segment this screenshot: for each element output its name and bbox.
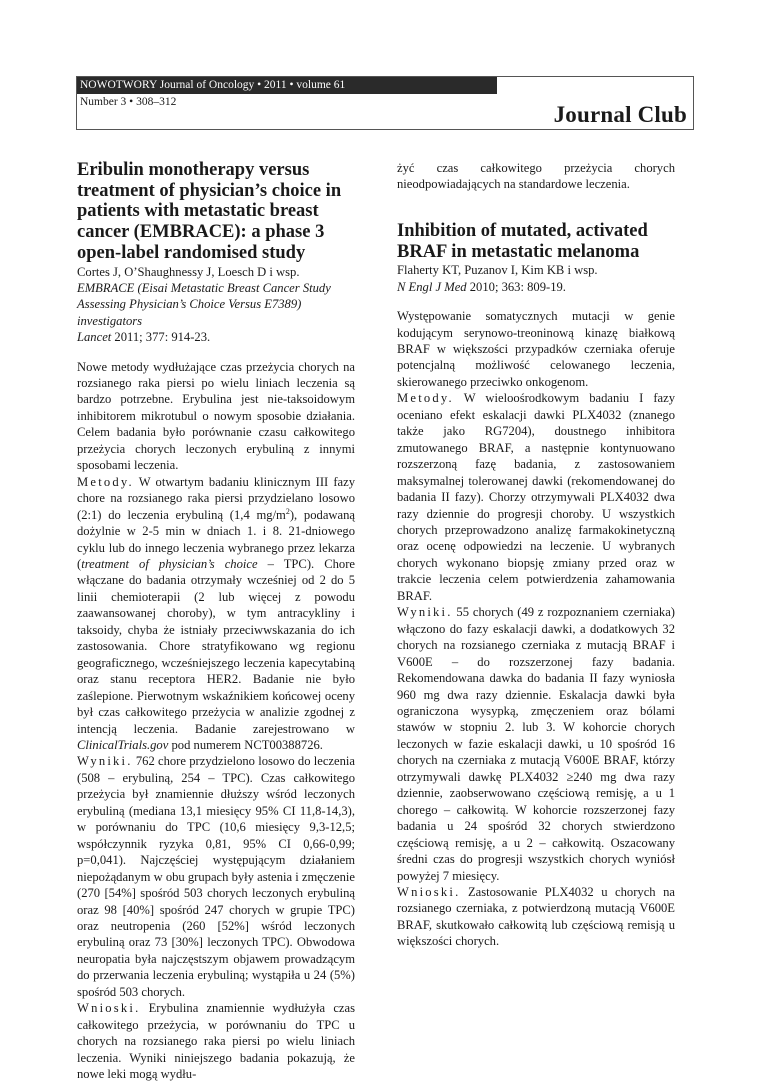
- article2-citation: [397, 279, 675, 295]
- article2-results-label: Wyniki.: [397, 605, 453, 620]
- journal-header: [76, 76, 694, 130]
- article2-authors: Flaherty KT, Puzanov I, Kim KB i wsp.: [397, 263, 598, 278]
- article1-conclusions-continued: żyć czas całkowitego przeżycia chorych nieodpowiadających na standardowe leczenia.: [397, 161, 675, 192]
- article2-intro: Występowanie somatycznych mutacji w genie kodującym serynowo-treoninową kinazę białkową BRAF w większości przypadków czerniaka oferuje potencjalną możliwość celowanego leczenia, skierowanego przeciwko onkogenom.: [397, 309, 675, 389]
- article1-conclusions-label: Wnioski.: [77, 1001, 141, 1016]
- article1-title: Eribulin monotherapy versus treatment of physician’s choice in patients with metastatic breast cancer (EMBRACE): a phase 3 open-label randomised study: [77, 160, 342, 263]
- right-column: [397, 160, 675, 950]
- article1-journal-ref: 2011; 377: 914-23.: [111, 330, 211, 345]
- article2-conclusions: Wnioski. Zastosowanie PLX4032 u chorych na rozsianego czerniaka, z potwierdzoną mutacją V600E BRAF, skutkowało całkowitą lub częściową remisją u większości chorych.: [397, 884, 675, 949]
- article2-results: Wyniki. 55 chorych (49 z rozpoznaniem czerniaka) włączono do fazy eskalacji dawki, a dodatkowych 32 chorych na rozsianego czerniaka z mutacją BRAF i V600E – do rozszerzonej fazy badania. Rekomendowana dawka do badania II fazy wyniosła 960 mg dwa razy dziennie. Eskalacja dawki była ograniczona wysypką, zmęczeniem oraz bólami stawów w stopniu 2. lub 3. W kohorcie chorych leczonych w fazie eskalacji dawki, u 10 spośród 16 chorych na czerniaka z mutacją V600E BRAF, którzy otrzymywali dawkę PLX4032 ≥240 mg dwa razy dziennie, zaobserwowano częściową remisję, a u 1 chorego – całkowitą. W kohorcie rozszerzonej fazy badania u 24 spośród 32 chorych stwierdzono częściową remisję, a u 2 – całkowitą. Oszacowany średni czas do progresji wszystkich chorych wyniósł powyżej 7 miesięcy.: [397, 605, 675, 883]
- article1-study-group: EMBRACE (Eisai Metastatic Breast Cancer Study Assessing Physician’s Choice Versus E7389) investigators: [77, 280, 331, 328]
- section-title: Journal Club: [553, 102, 687, 127]
- article2-journal: N Engl J Med: [397, 279, 467, 294]
- article1-results-label: Wyniki.: [77, 754, 133, 769]
- article1-conclusions: [77, 1000, 355, 1082]
- article1-citation: [77, 329, 355, 345]
- article2-methods: Metody. W wieloośrodkowym badaniu I fazy oceniano efekt eskalacji dawki PLX4032 (znanego także jako RG7204), doustnego inhibitora zmutowanego BRAF, a następnie kontynuowano rozszerzoną fazę badania, z zastosowaniem maksymalnej tolerowanej dawki (rekomendowanej do badania II fazy). Chorzy otrzymywali PLX4032 dwa razy dziennie do progresji choroby. U wszystkich chorych przeprowadzono analizę farmakokinetyczną oraz ocenę odpowiedzi na leczenie. U wybranych chorych wykonano biopsję zmiany przed oraz w trakcie leczenia celem potwierdzenia zahamowania BRAF.: [397, 391, 675, 603]
- left-column: [77, 160, 355, 1082]
- article2-title: Inhibition of mutated, activated BRAF in metastatic melanoma: [397, 220, 648, 262]
- article2-conclusions-label: Wnioski.: [397, 884, 461, 899]
- article1-results: Wyniki. 762 chore przydzielono losowo do leczenia (508 – erybuliną, 254 – TPC). Czas całkowitego przeżycia był znamiennie dłuższy wśród leczonych erybuliną (mediana 13,1 miesięcy 95% CI 11,8-14,3), w porównaniu do TPC (10,6 miesięcy 9,3-12,5; współczynnik ryzyka 0,81, 95% CI 0,66-0,99; p=0,041). Najczęściej występującym działaniem niepożądanym w obu grupach były astenia i zmęczenie (270 [54%] spośród 503 chorych leczonych erybuliną oraz 98 [40%] spośród 247 chorych w grupie TPC) oraz neutropenia (260 [52%] wśród leczonych erybuliną oraz 73 [30%] leczonych TPC). Obwodowa neuropatia była najczęstszym objawem prowadzącym do przerwania leczenia erybuliną; wystąpiła u 24 (5%) spośród 503 chorych.: [77, 754, 356, 999]
- issue-number: Number 3 • 308–312: [80, 96, 177, 108]
- article1-intro: Nowe metody wydłużające czas przeżycia chorych na rozsianego raka piersi po wielu liniach leczenia są bardzo potrzebne. Erybulina jest nie-taksoidowym inhibitorem mikrotubul o nowym sposobie działania. Celem badania było porównanie czasu całkowitego przeżycia chorych leczonych erybuliną z innymi sposobami leczenia.: [77, 359, 355, 473]
- article1-journal: Lancet: [77, 330, 112, 345]
- article2-journal-ref: 2010; 363: 809-19.: [466, 279, 566, 294]
- journal-name-bar: NOWOTWORY Journal of Oncology • 2011 • volume 61: [77, 77, 497, 94]
- article1-conclusions-text: Erybulina znamiennie wydłużyła czas całkowitego przeżycia, w porównaniu do TPC u chorych na rozsianego raka piersi po wielu liniach leczenia. Wyniki niniejszego badania pokazują, że nowe leki mogą wydłu-: [77, 1001, 355, 1082]
- article2-methods-label: Metody.: [397, 391, 454, 406]
- article1-methods: Metody. W otwartym badaniu klinicznym III fazy chore na rozsianego raka piersi przydzielano losowo (2:1) do leczenia erybuliną (1,4 $mg/m^2$), podawaną dożylnie w 2-5 min w dniach 1. i 8. 21-dniowego cyklu lub do innego leczenia wybranego przez lekarza (treatment of physician’s choice – TPC). Chore włączane do badania otrzymały wcześniej od 2 do 5 linii chemioterapii (2 lub więcej z powodu zaawansowanej choroby), w tym antracykliny i taksoidy, chyba że istniały przeciwwskazania do ich zastosowania. Chore stratyfikowano wg regionu geograficznego, wcześniejszego leczenia kapecytabiną oraz stanu receptora HER2. Badanie nie było zaślepione. Pierwotnym wskaźnikiem końcowej oceny był czas całkowitego przeżycia w analizie zgodnej z intencją leczenia. Badanie zarejestrowano w ClinicalTrials.gov pod numerem NCT00388726.: [77, 474, 356, 752]
- article1-authors: Cortes J, O’Shaughnessy J, Loesch D i wsp.: [77, 264, 300, 279]
- article1-methods-label: Metody.: [77, 474, 134, 489]
